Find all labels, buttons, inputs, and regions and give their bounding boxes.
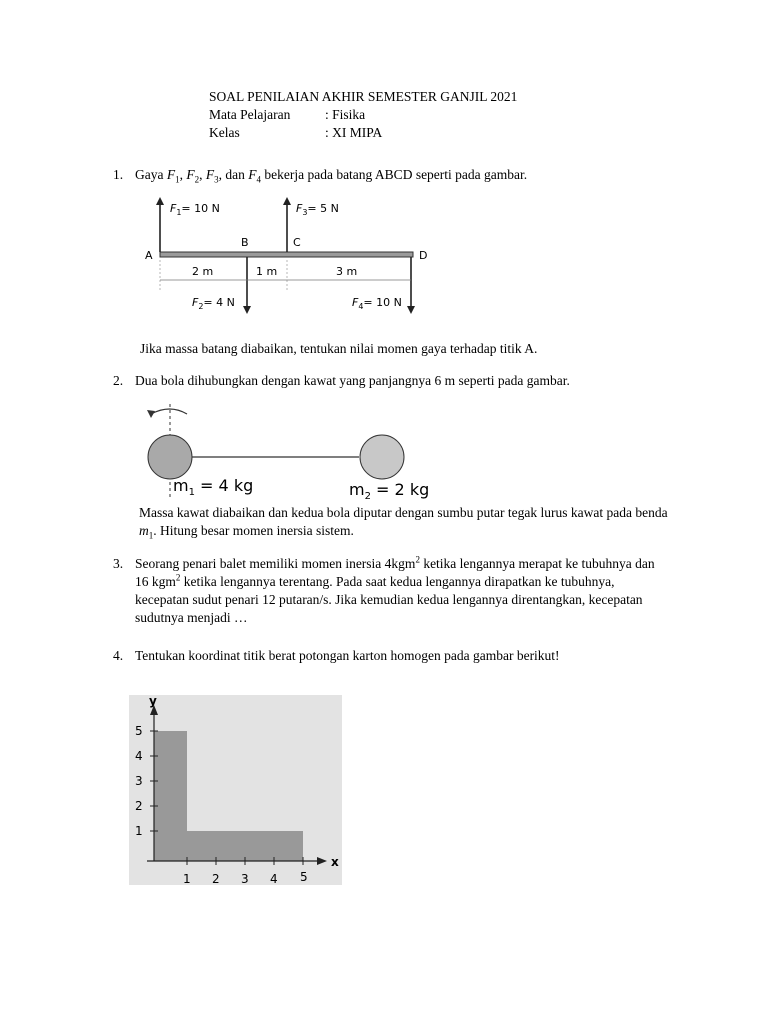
q1-beam-figure [140, 195, 440, 320]
q3-sup1: 2 [415, 554, 420, 565]
q2-question-a: Massa kawat diabaikan dan kedua bola diputar dengan sumbu putar tegak lurus kawat pada benda [139, 505, 668, 520]
class-label: Kelas [209, 125, 240, 140]
class-value: : XI MIPA [325, 125, 383, 140]
q2-question [139, 504, 684, 540]
q1-f2-sub: 2 [194, 174, 200, 185]
point-d-label: D [419, 249, 428, 262]
q3-number: 3. [113, 556, 124, 571]
q3-sup2: 2 [175, 572, 181, 583]
dist-bc-label: 1 m [256, 265, 278, 278]
f1-label: $F_1= 10$ N [170, 202, 220, 217]
class-row [209, 124, 382, 142]
q4-number: 4. [113, 648, 124, 663]
q1-f4-symbol: F [248, 167, 257, 182]
q4-l-shape-figure [129, 695, 342, 885]
x-tick-label-1: 1 [183, 872, 191, 885]
f3-arrow-head-icon [283, 197, 291, 205]
ball-m2 [360, 435, 404, 479]
q1-sep3: , dan [218, 167, 249, 182]
point-c-label: C [293, 236, 301, 249]
q1-f3-sub: 3 [214, 174, 219, 185]
dist-cd-label: 3 m [336, 265, 358, 278]
f4-arrow-head-icon [407, 306, 415, 314]
beam-bar [160, 252, 413, 257]
q1-f2-symbol: F [186, 167, 195, 182]
x-tick-label-3: 3 [241, 872, 249, 885]
ball-m1 [148, 435, 192, 479]
dist-ab-label: 2 m [192, 265, 214, 278]
q1-sep1: , [179, 167, 187, 182]
f1-arrow-head-icon [156, 197, 164, 205]
y-axis-label: y [149, 695, 157, 708]
q1-number: 1. [113, 167, 124, 182]
q2-question-m: m [139, 523, 149, 538]
m2-label: $m_2 = 2$ kg [349, 480, 430, 502]
f2-arrow-head-icon [243, 306, 251, 314]
q1-text-a: Gaya [135, 167, 167, 182]
q2-number: 2. [113, 373, 124, 388]
q1-f3-symbol: F [205, 167, 215, 182]
q3-text-b: ketika lengannya merapat ke tubuhnya dan 16 kgm [135, 556, 655, 589]
x-tick-label-4: 4 [270, 872, 278, 885]
q2-question-b: . Hitung besar momen inersia sistem. [153, 523, 354, 538]
x-tick-label-2: 2 [212, 872, 220, 885]
q1-f4-sub: 4 [256, 174, 261, 185]
q1-sep2: , [199, 167, 206, 182]
subject-row [209, 106, 365, 124]
q4-text: Tentukan koordinat titik berat potongan karton homogen pada gambar berikut! [135, 648, 560, 663]
f3-label: $F_3= 5$ N [296, 202, 339, 217]
m1-label: $m_1 = 4$ kg [173, 476, 254, 498]
x-tick-label-5: 5 [300, 870, 308, 884]
y-tick-label-4: 4 [135, 749, 143, 763]
y-tick-label-5: 5 [135, 724, 143, 738]
q3-text-c: ketika lengannya terentang. Pada saat kedua lengannya dirapatkan ke tubuhnya, kecepatan sudut penari 12 putaran/s. Jika kemudian kedua lengannya direntangkan, kecepatan sudutnya menjadi … [135, 574, 643, 625]
q1-f1-symbol: F [166, 167, 176, 182]
f2-label: $F_2= 4$ N [192, 296, 235, 311]
y-tick-label-1: 1 [135, 824, 143, 838]
x-axis-label: x [331, 855, 339, 869]
y-tick-label-2: 2 [135, 799, 143, 813]
q1-text [135, 166, 680, 184]
q2-text: Dua bola dihubungkan dengan kawat yang panjangnya 6 m seperti pada gambar. [135, 373, 570, 388]
q2-balls-figure [137, 400, 432, 502]
q3-text-a: Seorang penari balet memiliki momen inersia 4kgm [135, 556, 416, 571]
y-tick-label-3: 3 [135, 774, 143, 788]
subject-label: Mata Pelajaran [209, 107, 291, 122]
q2-question-sub: 1 [148, 530, 154, 541]
q1-f1-sub: 1 [175, 174, 180, 185]
point-a-label: A [145, 249, 153, 262]
point-b-label: B [241, 236, 249, 249]
document-title: SOAL PENILAIAN AKHIR SEMESTER GANJIL 2021 [209, 89, 518, 104]
q1-question: Jika massa batang diabaikan, tentukan nilai momen gaya terhadap titik A. [140, 341, 538, 356]
q1-text-b: bekerja pada batang ABCD seperti pada gambar. [260, 167, 528, 182]
f4-label: $F_4= 10$ N [352, 296, 402, 311]
subject-value: : Fisika [325, 107, 366, 122]
q3-text [135, 555, 655, 627]
